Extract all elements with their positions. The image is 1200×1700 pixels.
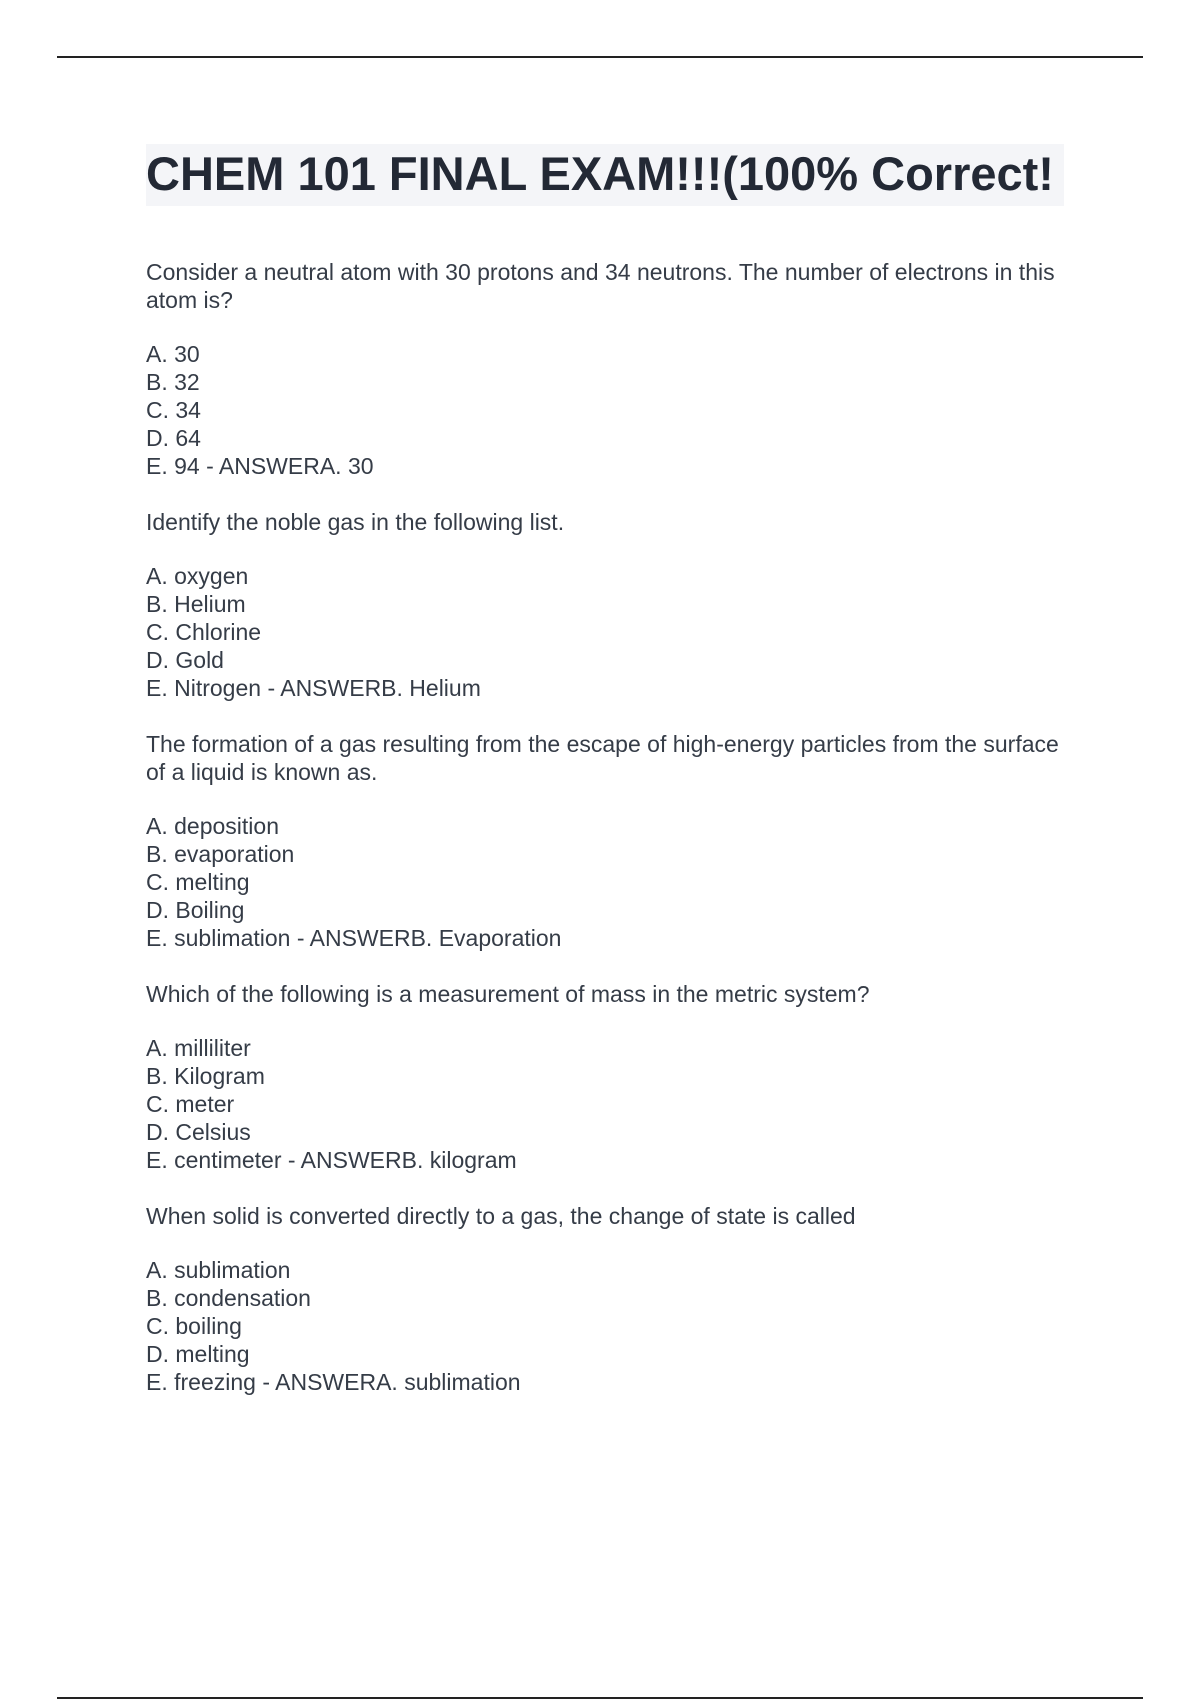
document-body	[146, 144, 1096, 1424]
question-text: When solid is converted directly to a gas, the change of state is called	[146, 1203, 856, 1229]
answer-option: A. sublimation	[146, 1257, 291, 1283]
question-list	[146, 258, 1096, 1396]
answer-option: A. oxygen	[146, 563, 249, 589]
question-text: Identify the noble gas in the following list.	[146, 509, 565, 535]
answer-options	[146, 340, 1096, 480]
answer-option: D. Boiling	[146, 897, 245, 923]
answer-option: C. meter	[146, 1091, 235, 1117]
answer-option: C. boiling	[146, 1313, 242, 1339]
answer-option: C. 34	[146, 397, 201, 423]
answer-option: A. milliliter	[146, 1035, 251, 1061]
answer-option: C. Chlorine	[146, 619, 262, 645]
document-title: CHEM 101 FINAL EXAM!!!(100% Correct!	[146, 144, 1064, 206]
answer-options	[146, 1034, 1096, 1174]
answer-option-with-key: E. 94 - ANSWERA. 30	[146, 453, 374, 479]
question-text: The formation of a gas resulting from the escape of high-energy particles from the surface of a liquid is known as.	[146, 731, 1059, 785]
answer-option: B. evaporation	[146, 841, 295, 867]
answer-option: A. deposition	[146, 813, 279, 839]
answer-options	[146, 1256, 1096, 1396]
answer-option: C. melting	[146, 869, 250, 895]
answer-option: D. Gold	[146, 647, 224, 673]
question-block	[146, 730, 1096, 952]
answer-option-with-key: E. centimeter - ANSWERB. kilogram	[146, 1147, 517, 1173]
question-block	[146, 980, 1096, 1174]
question-text: Which of the following is a measurement of mass in the metric system?	[146, 981, 870, 1007]
answer-option-with-key: E. freezing - ANSWERA. sublimation	[146, 1369, 521, 1395]
answer-option: B. 32	[146, 369, 200, 395]
answer-options	[146, 562, 1096, 702]
answer-option: A. 30	[146, 341, 200, 367]
answer-option-with-key: E. Nitrogen - ANSWERB. Helium	[146, 675, 481, 701]
answer-option: B. Helium	[146, 591, 246, 617]
answer-option: B. condensation	[146, 1285, 311, 1311]
question-block	[146, 1202, 1096, 1396]
header-divider	[57, 56, 1143, 58]
footer-divider	[57, 1697, 1143, 1699]
answer-option: D. melting	[146, 1341, 250, 1367]
answer-options	[146, 812, 1096, 952]
answer-option: B. Kilogram	[146, 1063, 265, 1089]
question-block	[146, 258, 1096, 480]
question-block	[146, 508, 1096, 702]
answer-option-with-key: E. sublimation - ANSWERB. Evaporation	[146, 925, 562, 951]
answer-option: D. 64	[146, 425, 201, 451]
question-text: Consider a neutral atom with 30 protons and 34 neutrons. The number of electrons in this atom is?	[146, 259, 1055, 313]
answer-option: D. Celsius	[146, 1119, 251, 1145]
